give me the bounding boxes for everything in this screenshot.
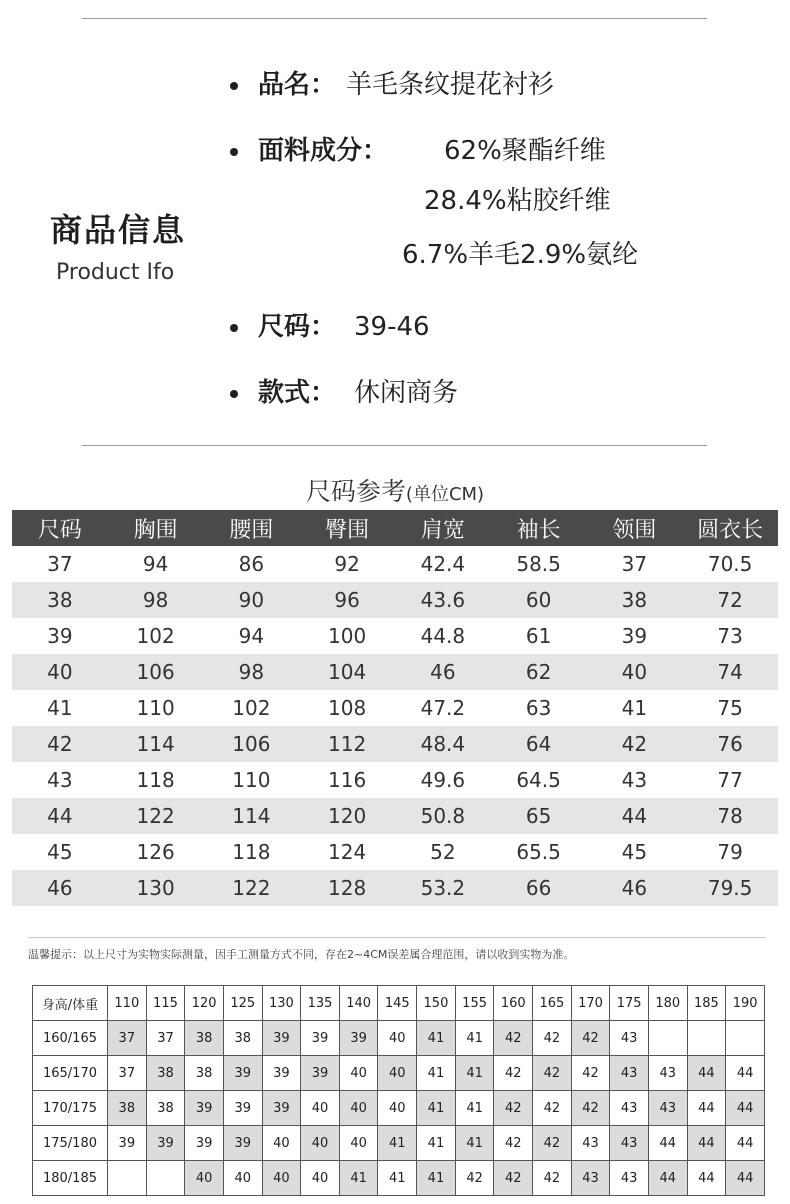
reference-size-cell: 37 — [108, 1021, 147, 1056]
reference-size-cell: 43 — [571, 1161, 610, 1196]
table-cell: 40 — [587, 654, 683, 690]
reference-size-cell: 41 — [455, 1056, 494, 1091]
table-cell: 78 — [682, 798, 778, 834]
table-cell: 110 — [136, 696, 175, 720]
reference-size-cell: 42 — [533, 1056, 572, 1091]
table-cell: 73 — [717, 624, 743, 648]
reference-size-cell: 44 — [687, 1056, 726, 1091]
table-row — [33, 1126, 765, 1161]
reference-size-cell: 41 — [455, 1021, 494, 1056]
reference-weight-cell: 155 — [455, 986, 494, 1021]
reference-size-cell: 40 — [339, 1056, 378, 1091]
reference-size-cell: 39 — [262, 1091, 301, 1126]
info-row-size — [230, 306, 430, 343]
reference-size-cell: 42 — [533, 1126, 572, 1161]
reference-size-cell: 38 — [146, 1056, 185, 1091]
reference-size-cell: 43 — [610, 1161, 649, 1196]
fit-reference-table — [32, 985, 765, 1196]
info-label: 面料成分： — [258, 136, 389, 166]
table-row — [12, 654, 778, 690]
reference-weight-cell: 110 — [108, 986, 147, 1021]
reference-size-cell: 41 — [417, 1056, 456, 1091]
reference-weight-cell: 180 — [648, 986, 687, 1021]
reference-size-cell: 43 — [610, 1021, 649, 1056]
size-chart-unit: (单位CM) — [405, 484, 485, 505]
info-value: 62%聚酯纤维 — [444, 136, 606, 166]
table-cell: 124 — [328, 840, 367, 864]
table-cell: 75 — [717, 696, 743, 720]
info-value: 39-46 — [354, 312, 430, 342]
size-chart-header-cell: 领围 — [587, 510, 683, 546]
table-cell: 106 — [204, 726, 300, 762]
table-cell: 49.6 — [420, 768, 466, 792]
size-chart-header-cell: 腰围 — [204, 510, 300, 546]
reference-size-cell: 38 — [108, 1091, 147, 1126]
table-cell: 44 — [587, 798, 683, 834]
table-row — [33, 1161, 765, 1196]
reference-size-cell: 40 — [262, 1161, 301, 1196]
table-cell: 114 — [108, 726, 204, 762]
size-chart-header-cell: 肩宽 — [395, 510, 491, 546]
info-value: 羊毛条纹提花衬衫 — [346, 70, 555, 100]
reference-size-cell: 42 — [533, 1021, 572, 1056]
reference-size-cell — [108, 1161, 147, 1196]
reference-size-cell: 42 — [533, 1161, 572, 1196]
composition-line-3: 6.7%羊毛2.9%氨纶 — [402, 240, 639, 270]
reference-size-cell: 40 — [262, 1126, 301, 1161]
reference-corner-cell: 身高/体重 — [33, 986, 108, 1021]
table-cell: 46 — [395, 654, 491, 690]
reference-size-cell: 42 — [571, 1091, 610, 1126]
table-cell: 42.4 — [420, 552, 466, 576]
table-cell: 92 — [334, 552, 360, 576]
reference-size-cell: 43 — [610, 1056, 649, 1091]
reference-size-cell: 40 — [378, 1056, 417, 1091]
reference-size-cell: 41 — [417, 1126, 456, 1161]
table-cell: 42 — [587, 726, 683, 762]
table-cell: 94 — [142, 552, 169, 576]
reference-size-cell: 42 — [533, 1091, 572, 1126]
reference-size-cell: 41 — [378, 1126, 417, 1161]
table-cell: 63 — [525, 696, 552, 720]
reference-size-cell: 39 — [262, 1056, 301, 1091]
reference-size-cell: 42 — [455, 1161, 494, 1196]
table-cell: 108 — [328, 696, 367, 720]
reference-weight-cell: 135 — [301, 986, 340, 1021]
reference-size-cell: 37 — [146, 1021, 185, 1056]
table-cell: 72 — [682, 582, 778, 618]
top-divider — [82, 18, 707, 19]
table-cell: 104 — [299, 654, 395, 690]
reference-size-cell: 39 — [223, 1126, 262, 1161]
reference-weight-cell: 150 — [417, 986, 456, 1021]
reference-size-cell: 39 — [339, 1021, 378, 1056]
reference-size-cell: 43 — [610, 1126, 649, 1161]
table-cell: 126 — [136, 840, 175, 864]
reference-size-cell: 42 — [494, 1021, 533, 1056]
reference-size-cell: 43 — [648, 1056, 687, 1091]
table-cell: 38 — [12, 582, 108, 618]
reference-size-cell: 37 — [108, 1056, 147, 1091]
reference-size-cell: 39 — [301, 1056, 340, 1091]
table-row — [33, 1056, 765, 1091]
reference-size-cell: 39 — [185, 1126, 224, 1161]
size-chart-table — [12, 510, 778, 906]
table-cell: 70.5 — [707, 552, 753, 576]
reference-size-cell: 41 — [417, 1091, 456, 1126]
info-label: 尺码： — [258, 312, 337, 342]
reference-size-cell: 42 — [571, 1056, 610, 1091]
table-cell: 40 — [12, 654, 108, 690]
table-cell: 94 — [238, 624, 265, 648]
reference-size-cell: 40 — [339, 1091, 378, 1126]
table-cell: 79.5 — [682, 870, 778, 906]
table-cell: 45 — [47, 840, 73, 864]
table-cell: 100 — [328, 624, 367, 648]
table-cell: 47.2 — [420, 696, 466, 720]
reference-size-cell: 40 — [301, 1161, 340, 1196]
table-cell: 66 — [491, 870, 587, 906]
info-row-name — [230, 64, 554, 101]
reference-size-cell: 38 — [223, 1021, 262, 1056]
table-cell: 110 — [232, 768, 271, 792]
reference-height-cell: 180/185 — [33, 1161, 108, 1196]
reference-size-cell: 39 — [108, 1126, 147, 1161]
table-cell: 41 — [621, 696, 648, 720]
reference-size-cell: 40 — [185, 1161, 224, 1196]
reference-size-cell: 41 — [378, 1161, 417, 1196]
bullet-icon — [230, 324, 238, 332]
reference-weight-cell: 185 — [687, 986, 726, 1021]
table-cell: 61 — [525, 624, 552, 648]
reference-weight-cell: 165 — [533, 986, 572, 1021]
info-value: 休闲商务 — [354, 378, 459, 408]
table-cell: 41 — [47, 696, 73, 720]
table-cell: 102 — [232, 696, 271, 720]
reference-weight-cell: 145 — [378, 986, 417, 1021]
reference-size-cell: 41 — [417, 1021, 456, 1056]
size-chart-title — [0, 472, 790, 508]
size-chart-header-cell: 袖长 — [491, 510, 587, 546]
table-cell: 65 — [491, 798, 587, 834]
reference-size-cell: 43 — [571, 1126, 610, 1161]
table-cell: 48.4 — [395, 726, 491, 762]
table-cell: 122 — [204, 870, 300, 906]
reference-size-cell: 44 — [726, 1091, 765, 1126]
table-cell: 46 — [587, 870, 683, 906]
table-row — [12, 618, 778, 654]
reference-size-cell: 38 — [146, 1091, 185, 1126]
table-cell: 53.2 — [395, 870, 491, 906]
reference-size-cell: 38 — [185, 1056, 224, 1091]
table-cell: 46 — [12, 870, 108, 906]
size-chart-header-cell: 胸围 — [108, 510, 204, 546]
table-cell: 102 — [136, 624, 175, 648]
table-cell: 74 — [682, 654, 778, 690]
reference-weight-cell: 170 — [571, 986, 610, 1021]
table-cell: 58.5 — [516, 552, 561, 576]
middle-divider — [82, 445, 707, 446]
reference-size-cell: 44 — [726, 1126, 765, 1161]
reference-size-cell: 44 — [726, 1161, 765, 1196]
reference-weight-cell: 115 — [146, 986, 185, 1021]
table-row — [12, 834, 778, 870]
table-cell: 44 — [12, 798, 108, 834]
reference-size-cell — [687, 1021, 726, 1056]
composition-line-2: 28.4%粘胶纤维 — [424, 186, 611, 216]
reference-weight-cell: 140 — [339, 986, 378, 1021]
reference-size-cell: 40 — [378, 1091, 417, 1126]
reference-size-cell: 39 — [262, 1021, 301, 1056]
table-cell: 62 — [491, 654, 587, 690]
info-label: 品名： — [258, 70, 337, 100]
reference-size-cell: 42 — [571, 1021, 610, 1056]
table-cell: 79 — [717, 840, 743, 864]
reference-size-cell: 44 — [687, 1161, 726, 1196]
reference-size-cell — [146, 1161, 185, 1196]
size-chart-header-row — [12, 510, 778, 546]
reference-header-row — [33, 986, 765, 1021]
product-info-subtitle: Product Ifo — [56, 260, 175, 285]
table-cell: 52 — [430, 840, 456, 864]
reference-weight-cell: 175 — [610, 986, 649, 1021]
table-cell: 64 — [491, 726, 587, 762]
size-chart-heading: 尺码参考 — [305, 477, 406, 506]
table-cell: 86 — [238, 552, 265, 576]
size-chart-header-cell: 圆衣长 — [682, 510, 778, 546]
reference-size-cell: 40 — [378, 1021, 417, 1056]
product-info-title: 商品信息 — [50, 211, 187, 249]
table-cell: 98 — [204, 654, 300, 690]
reference-size-cell: 44 — [687, 1126, 726, 1161]
reference-weight-cell: 160 — [494, 986, 533, 1021]
reference-size-cell: 39 — [223, 1056, 262, 1091]
reference-size-cell: 39 — [146, 1126, 185, 1161]
reference-size-cell: 42 — [494, 1056, 533, 1091]
table-cell: 76 — [682, 726, 778, 762]
table-cell: 118 — [136, 768, 175, 792]
reference-height-cell: 160/165 — [33, 1021, 108, 1056]
table-cell: 38 — [587, 582, 683, 618]
bullet-icon — [230, 390, 238, 398]
reference-size-cell: 41 — [455, 1091, 494, 1126]
table-cell: 43 — [47, 768, 73, 792]
table-row — [12, 690, 778, 726]
reference-size-cell: 39 — [301, 1021, 340, 1056]
table-cell: 43.6 — [395, 582, 491, 618]
reference-size-cell: 42 — [494, 1126, 533, 1161]
table-row — [33, 1091, 765, 1126]
table-cell: 37 — [47, 552, 73, 576]
table-cell: 44.8 — [420, 624, 466, 648]
table-cell: 37 — [621, 552, 648, 576]
info-row-style — [230, 372, 458, 409]
table-cell: 50.8 — [395, 798, 491, 834]
reference-size-cell: 42 — [494, 1161, 533, 1196]
table-row — [12, 798, 778, 834]
table-cell: 39 — [47, 624, 73, 648]
table-row — [12, 582, 778, 618]
table-row — [12, 726, 778, 762]
reference-size-cell: 44 — [648, 1126, 687, 1161]
reference-size-cell: 44 — [687, 1091, 726, 1126]
table-cell: 60 — [491, 582, 587, 618]
info-label: 款式： — [258, 378, 337, 408]
reference-weight-cell: 120 — [185, 986, 224, 1021]
table-row — [33, 1021, 765, 1056]
table-cell: 43 — [621, 768, 648, 792]
reference-size-cell: 43 — [648, 1091, 687, 1126]
table-cell: 128 — [299, 870, 395, 906]
bullet-icon — [230, 82, 238, 90]
table-cell: 39 — [621, 624, 648, 648]
reference-weight-cell: 130 — [262, 986, 301, 1021]
table-cell: 106 — [108, 654, 204, 690]
reference-size-cell: 40 — [339, 1126, 378, 1161]
table-cell: 77 — [717, 768, 743, 792]
size-chart-header-cell: 尺码 — [12, 510, 108, 546]
reference-size-cell: 44 — [648, 1161, 687, 1196]
table-cell: 64.5 — [516, 768, 561, 792]
reference-size-cell: 40 — [301, 1091, 340, 1126]
table-cell: 130 — [108, 870, 204, 906]
table-cell: 42 — [12, 726, 108, 762]
reference-weight-cell: 125 — [223, 986, 262, 1021]
table-row — [12, 762, 778, 798]
table-cell: 118 — [232, 840, 271, 864]
reference-size-cell — [726, 1021, 765, 1056]
tip-divider — [28, 937, 766, 938]
reference-size-cell — [648, 1021, 687, 1056]
reference-height-cell: 170/175 — [33, 1091, 108, 1126]
reference-size-cell: 44 — [726, 1056, 765, 1091]
bullet-icon — [230, 148, 238, 156]
reference-weight-cell: 190 — [726, 986, 765, 1021]
reference-size-cell: 41 — [339, 1161, 378, 1196]
table-cell: 120 — [299, 798, 395, 834]
reference-height-cell: 165/170 — [33, 1056, 108, 1091]
reference-size-cell: 41 — [417, 1161, 456, 1196]
reference-size-cell: 39 — [185, 1091, 224, 1126]
table-cell: 122 — [108, 798, 204, 834]
table-row — [12, 870, 778, 906]
table-cell: 112 — [299, 726, 395, 762]
reference-size-cell: 42 — [494, 1091, 533, 1126]
table-cell: 96 — [299, 582, 395, 618]
table-cell: 45 — [621, 840, 648, 864]
reference-size-cell: 39 — [223, 1091, 262, 1126]
table-cell: 114 — [204, 798, 300, 834]
table-row — [12, 546, 778, 582]
info-row-fabric — [230, 130, 606, 167]
reference-height-cell: 175/180 — [33, 1126, 108, 1161]
table-cell: 116 — [328, 768, 367, 792]
measurement-tip: 温馨提示：以上尺寸为实物实际测量，因手工测量方式不同，存在2~4CM误差属合理范围，请以收到实物为准。 — [28, 948, 575, 961]
reference-size-cell: 38 — [185, 1021, 224, 1056]
reference-size-cell: 40 — [223, 1161, 262, 1196]
table-cell: 98 — [108, 582, 204, 618]
size-chart-header-cell: 臀围 — [299, 510, 395, 546]
reference-size-cell: 41 — [455, 1126, 494, 1161]
reference-size-cell: 43 — [610, 1091, 649, 1126]
table-cell: 90 — [204, 582, 300, 618]
reference-size-cell: 40 — [301, 1126, 340, 1161]
table-cell: 65.5 — [516, 840, 561, 864]
